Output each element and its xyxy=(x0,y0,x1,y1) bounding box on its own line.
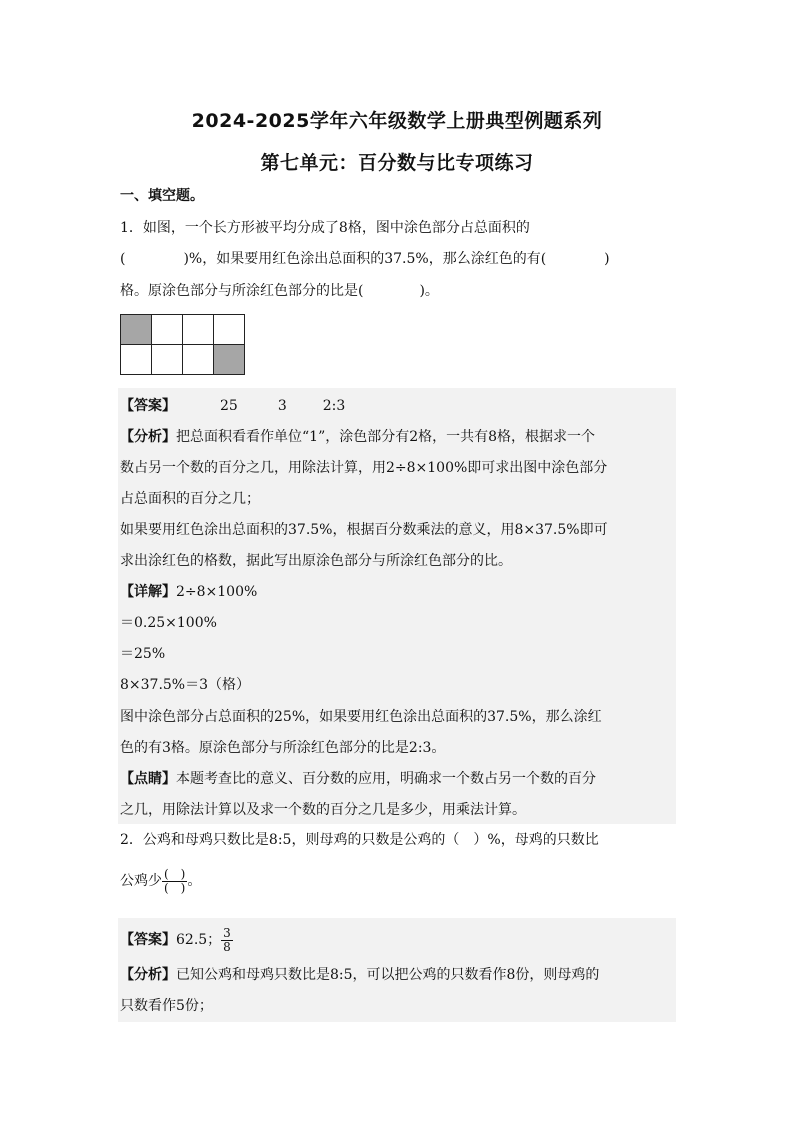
q1-analysis-line-2: 数占另一个数的百分之几，用除法计算，用2÷8×100%即可求出图中涂色部分 xyxy=(120,460,608,476)
document-title: 2024-2025学年六年级数学上册典型例题系列 xyxy=(191,110,603,132)
q1-line-1: 1．如图，一个长方形被平均分成了8格，图中涂色部分占总面积的 xyxy=(120,220,530,236)
q1-answer xyxy=(120,396,345,416)
grid-cell-shaded xyxy=(214,345,245,375)
q1-line-3-end: )。 xyxy=(419,283,439,299)
q1-line-3 xyxy=(120,281,439,301)
q2-answer-fraction xyxy=(221,927,233,954)
answer-label: 【答案】 xyxy=(120,932,176,948)
detail-text: 2÷8×100% xyxy=(176,584,258,600)
q2-line-2 xyxy=(120,866,201,896)
q1-blank-close: ) xyxy=(604,251,610,267)
grid-cell xyxy=(152,315,183,345)
grid-cell xyxy=(214,315,245,345)
q1-detail-line-6: 色的有3格。原涂色部分与所涂红色部分的比是2:3。 xyxy=(120,740,446,756)
q1-analysis-line-5: 求出涂红色的格数，据此写出原涂色部分与所涂红色部分的比。 xyxy=(120,553,512,569)
point-text: 本题考查比的意义、百分数的应用，明确求一个数占另一个数的百分 xyxy=(176,771,596,787)
q2-answer-numerator: 3 xyxy=(223,925,231,940)
q1-line-2 xyxy=(120,249,610,269)
q1-line-2-text: )%，如果要用红色涂出总面积的37.5%，那么涂红色的有( xyxy=(183,251,547,267)
q2-line-2-end: 。 xyxy=(187,873,202,889)
section-heading: 一、填空题。 xyxy=(120,188,204,204)
detail-label: 【详解】 xyxy=(120,584,176,600)
q1-detail-line-2: ＝0.25×100% xyxy=(120,615,217,631)
grid-cell-shaded xyxy=(121,315,152,345)
analysis-text: 已知公鸡和母鸡只数比是8:5，可以把公鸡的只数看作8份，则母鸡的 xyxy=(176,967,600,983)
q1-detail-line-4: 8×37.5%＝3（格） xyxy=(120,677,251,693)
point-label: 【点睛】 xyxy=(120,771,176,787)
q1-answer-3: 2:3 xyxy=(322,398,346,414)
analysis-text: 把总面积看看作单位“1”，涂色部分有2格，一共有8格，根据求一个 xyxy=(176,429,596,445)
rectangle-grid xyxy=(120,314,245,375)
q1-line-3-text: 格。原涂色部分与所涂红色部分的比是( xyxy=(120,283,364,299)
q2-fraction-blank xyxy=(162,868,187,895)
q1-point-line-1 xyxy=(120,769,596,789)
q1-analysis-line-3: 占总面积的百分之几； xyxy=(120,491,260,507)
q1-detail-line-1 xyxy=(120,582,257,602)
q1-detail-line-3: ＝25% xyxy=(120,646,166,662)
q1-detail-line-5: 图中涂色部分占总面积的25%，如果要用红色涂出总面积的37.5%，那么涂红 xyxy=(120,709,602,725)
q2-blank-denominator: ( ) xyxy=(164,880,186,895)
q1-answer-2: 3 xyxy=(277,398,287,414)
q2-analysis-line-1 xyxy=(120,965,599,985)
grid-cell xyxy=(183,345,214,375)
q2-analysis-line-2: 只数看作5份； xyxy=(120,998,213,1014)
q2-answer-denominator: 8 xyxy=(223,939,231,954)
q1-blank-open: ( xyxy=(120,251,126,267)
q2-answer xyxy=(120,926,233,954)
grid-cell xyxy=(183,315,214,345)
q1-analysis-line-1 xyxy=(120,427,595,447)
q2-answer-text: 62.5； xyxy=(176,932,222,948)
q1-analysis-line-4: 如果要用红色涂出总面积的37.5%，根据百分数乘法的意义，用8×37.5%即可 xyxy=(120,522,608,538)
grid-cell xyxy=(121,345,152,375)
grid-cell xyxy=(152,345,183,375)
q1-answer-1: 25 xyxy=(220,398,238,414)
q2-blank-numerator: ( ) xyxy=(164,866,186,881)
q1-point-line-2: 之几，用除法计算以及求一个数的百分之几是多少，用乘法计算。 xyxy=(120,802,526,818)
q2-line-2-text: 公鸡少 xyxy=(120,873,162,889)
document-subtitle: 第七单元：百分数与比专项练习 xyxy=(260,152,534,174)
q1-solution-panel xyxy=(118,388,676,824)
q2-line-1: 2．公鸡和母鸡只数比是8:5，则母鸡的只数是公鸡的（ ）%，母鸡的只数比 xyxy=(120,832,599,848)
analysis-label: 【分析】 xyxy=(120,967,176,983)
analysis-label: 【分析】 xyxy=(120,429,176,445)
answer-label: 【答案】 xyxy=(120,398,176,414)
